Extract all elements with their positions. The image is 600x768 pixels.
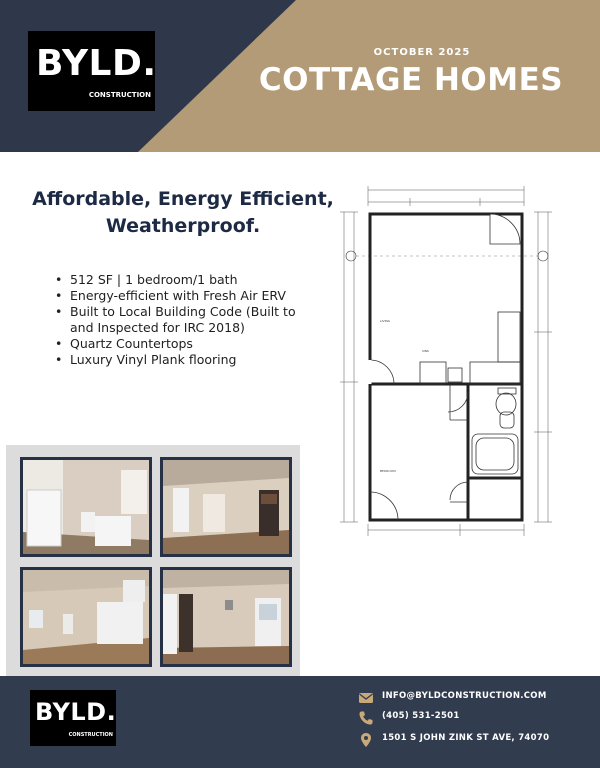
tagline-line-2: Weatherproof. (105, 215, 261, 237)
feature-item: • Energy-efficient with Fresh Air ERV (52, 288, 322, 304)
bedroom-photo (160, 457, 292, 557)
logo-subtext: CONSTRUCTION (68, 732, 113, 738)
header-banner (0, 0, 600, 152)
email-text: INFO@BYLDCONSTRUCTION.COM (382, 691, 547, 701)
phone-text: (405) 531-2501 (382, 711, 460, 721)
tagline-line-1: Affordable, Energy Efficient, (32, 188, 334, 210)
phone-icon (358, 710, 374, 726)
living-kitchen-photo (20, 567, 152, 667)
hallway-photo (160, 567, 292, 667)
logo-subtext: CONSTRUCTION (88, 91, 151, 99)
bathroom-photo (20, 457, 152, 557)
logo-wordmark: BYLD. (36, 43, 157, 84)
envelope-icon (358, 690, 374, 706)
feature-item: • Quartz Countertops (52, 336, 322, 352)
floor-plan-drawing (340, 182, 560, 542)
tagline (30, 186, 336, 240)
location-pin-icon (358, 732, 374, 748)
footer (0, 676, 600, 768)
logo-wordmark: BYLD. (35, 698, 117, 726)
svg-text:BEDROOM: BEDROOM (380, 469, 396, 473)
feature-item: • Built to Local Building Code (Built to and Inspected for IRC 2018) (52, 304, 322, 336)
byld-logo (28, 31, 155, 111)
feature-item: • Luxury Vinyl Plank flooring (52, 352, 322, 368)
svg-text:SINK: SINK (422, 349, 430, 353)
issue-date: OCTOBER 2025 (373, 47, 471, 58)
svg-text:LIVING: LIVING (380, 319, 391, 323)
feature-list (52, 272, 322, 368)
address-text: 1501 S JOHN ZINK ST AVE, 74070 (382, 733, 550, 743)
page-title: COTTAGE HOMES (258, 62, 564, 98)
photo-panel (6, 445, 300, 676)
feature-item: • 512 SF | 1 bedroom/1 bath (52, 272, 322, 288)
byld-logo-footer (30, 690, 116, 746)
